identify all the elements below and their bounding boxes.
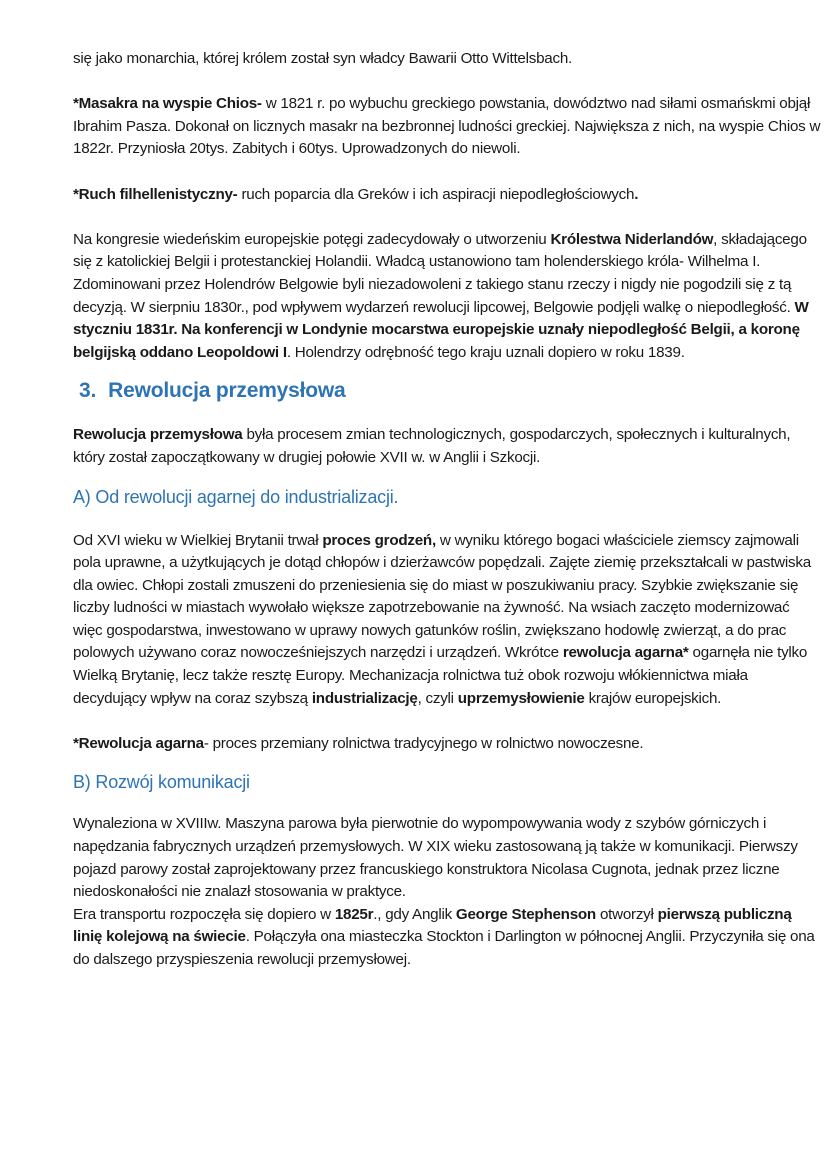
text: - proces przemiany rolnictwa tradycyjnego w rolnictwo nowoczesne.	[203, 734, 644, 752]
text: ruch poparcia dla Greków i ich aspiracji niepodległościowych	[237, 185, 635, 203]
paragraph-netherlands-belgium	[73, 229, 821, 365]
text: .	[634, 185, 639, 203]
section-heading-industrial-revolution	[79, 376, 821, 406]
text: . Połączyła ona miasteczka Stockton i Darlington w północnej Anglii. Przyczyniła się ona do dalszego przyspieszenia rewolucji przemysłowej.	[73, 928, 815, 968]
subheading-communication: B) Rozwój komunikacji	[73, 772, 250, 793]
paragraph-industrial-revolution-definition	[73, 424, 821, 469]
paragraph-railway	[73, 904, 821, 972]
term-chios-massacre: *Masakra na wyspie Chios-	[73, 95, 262, 113]
text: była procesem zmian technologicznych, gospodarczych, społecznych i kulturalnych, który został zapoczątkowany w drugiej połowie XVII w. w Anglii i Szkocji.	[73, 426, 791, 466]
term-industrial-revolution: Rewolucja przemysłowa	[73, 426, 243, 444]
section-number: 3.	[79, 379, 97, 403]
text: się jako monarchia, której królem został syn władcy Bawarii Otto Wittelsbach.	[73, 50, 573, 67]
text: . Holendrzy odrębność tego kraju uznali dopiero w roku 1839.	[286, 343, 685, 361]
text: ogarnęła nie tylko Wielką Brytanię, lecz także resztę Europy. Mechanizacja rolnictwa tuż obok rozwoju włókiennictwa miała decydujący wpływ na coraz szybszą	[73, 644, 808, 707]
text: Era transportu rozpoczęła się dopiero w	[73, 905, 335, 923]
term-uprzemyslowienie: uprzemysłowienie	[457, 689, 585, 707]
term-philhellenism: *Ruch filhellenistyczny-	[73, 185, 238, 203]
term-enclosure: proces grodzeń,	[322, 531, 436, 549]
person-george-stephenson: George Stephenson	[455, 905, 596, 923]
term-agrarian-revolution: *Rewolucja agarna	[73, 734, 204, 752]
text: ., gdy Anglik	[373, 905, 456, 923]
document-page	[73, 48, 821, 972]
paragraph-greece-monarchy	[73, 48, 821, 71]
paragraph-steam-engine	[73, 813, 821, 903]
text: otworzył	[595, 905, 658, 923]
text: krajów europejskich.	[584, 689, 722, 707]
emphasis-first-railway: pierwszą publiczną linię kolejową na świecie	[73, 905, 792, 946]
paragraph-philhellenism	[73, 184, 821, 207]
section-title: Rewolucja przemysłowa	[108, 379, 346, 403]
paragraph-enclosure	[73, 530, 821, 711]
text: , czyli	[417, 689, 458, 707]
emphasis-london-conference: W styczniu 1831r. Na konferencji w Londynie mocarstwa europejskie uznały niepodległość Belgii, a koronę belgijską oddano Leopoldowi I	[73, 298, 809, 361]
text: Od XVI wieku w Wielkiej Brytanii trwał	[73, 531, 323, 549]
paragraph-agrarian-revolution-footnote	[73, 733, 821, 756]
term-agrarian-revolution: rewolucja agarna*	[562, 644, 689, 662]
term-industrialization: industrializację	[311, 689, 418, 707]
text: w 1821 r. po wybuchu greckiego powstania, dowództwo nad siłami osmańskmi objął Ibrahim Pasza. Dokonał on licznych masakr na bezbronnej ludności greckiej. Największa z nich, na wyspie Chios w 1822r. Przyniosła 20tys. Zabitych i 60tys. Uprowadzonych do niewoli.	[73, 95, 821, 158]
paragraph-chios-massacre	[73, 93, 821, 161]
text: Na kongresie wiedeńskim europejskie potęgi zadecydowały o utworzeniu	[73, 230, 551, 248]
emphasis-year: 1825r	[334, 905, 374, 923]
term-kingdom-netherlands: Królestwa Niderlandów	[550, 230, 714, 248]
text: w wyniku którego bogaci właściciele ziemscy zajmowali pola uprawne, a użytkujących je dotąd chłopów i dzierżawców popędzali. Zajęte ziemię przekształcali w pastwiska dla owiec. Chłopi zostali zmuszeni do przeniesienia się do miast w poszukiwaniu pracy. Szybkie zwiększanie się liczby ludności w miastach wywołało większe zapotrzebowanie na żywność. Na wsiach zaczęto modernizować więc gospodarstwa, inwestowano w uprawy nowych gatunków roślin, zwiększano hodowlę zwierząt, a do prac polowych używano coraz nowocześniejszych narzędzi i urządzeń. Wkrótce	[73, 531, 811, 662]
subheading-agrarian-revolution: A) Od rewolucji agarnej do industrializacji.	[73, 486, 399, 507]
text: , składającego się z katolickiej Belgii i protestanckiej Holandii. Władcą ustanowiono tam holenderskiego króla- Wilhelma I. Zdominowani przez Holendrów Belgowie byli niezadowoleni z takiego stanu rzeczy i nigdy nie pogodzili się z tą decyzją. W sierpniu 1830r., pod wpływem wydarzeń rewolucji lipcowej, Belgowie podjęli walkę o niepodległość.	[73, 230, 807, 316]
text: Wynaleziona w XVIIIw. Maszyna parowa była pierwotnie do wypompowywania wody z szybów górniczych i napędzania fabrycznych urządzeń przemysłowych. W XIX wieku zastosowaną ją także w komunikacji. Pierwszy pojazd parowy został zaprojektowany przez francuskiego konstruktora Nicolasa Cugnota, jednak przez liczne niedoskonałości nie znalazł stosowania w praktyce.	[73, 815, 798, 901]
